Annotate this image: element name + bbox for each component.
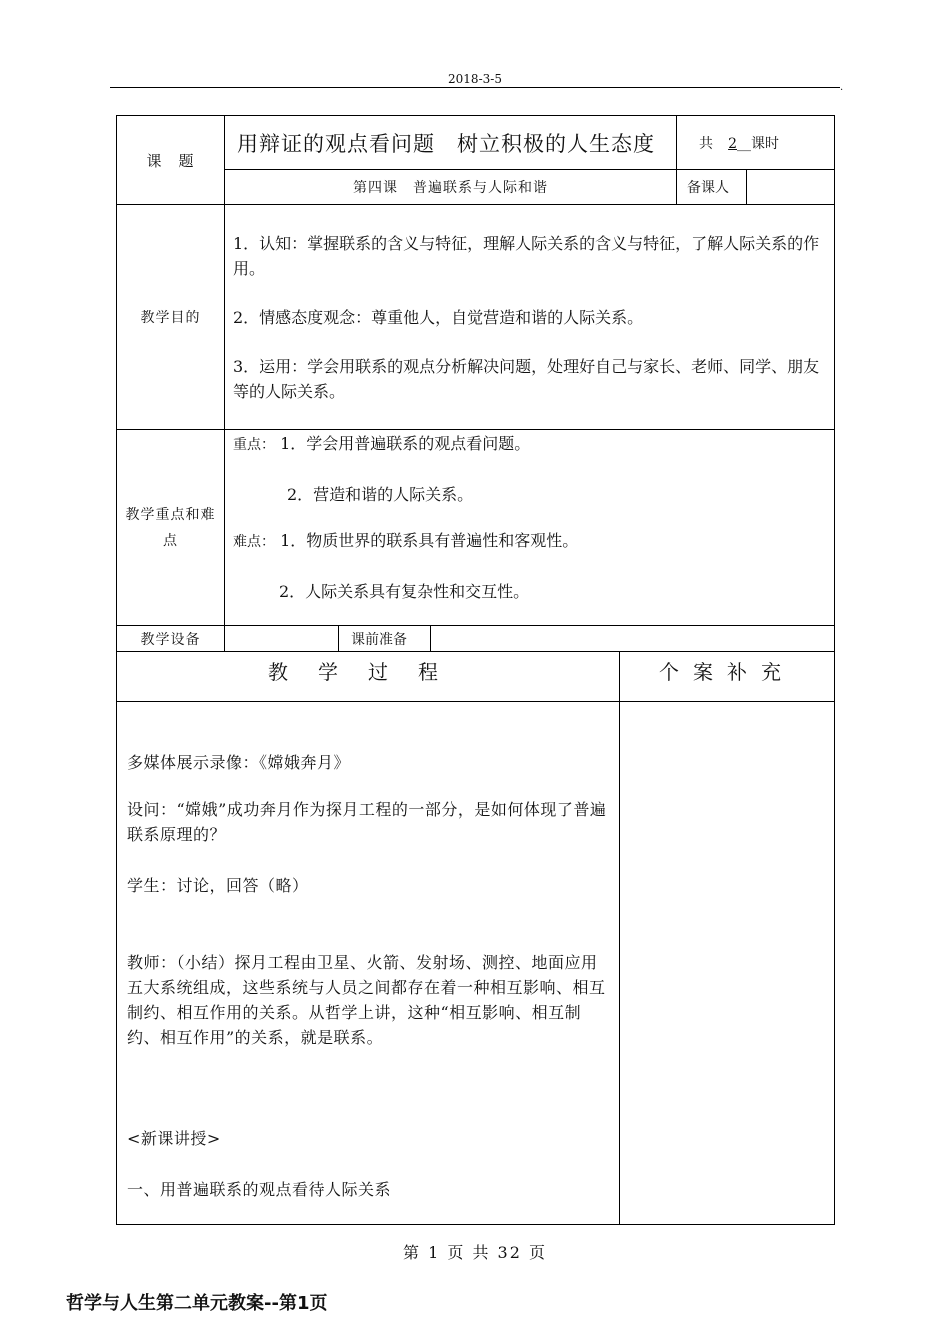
difficult-label: 难点： [233,534,275,550]
header-rule [110,87,840,88]
difficult-point: 1．物质世界的联系具有普遍性和客观性。 [280,531,579,550]
process-paragraph: 一、用普遍联系的观点看待人际关系 [127,1180,392,1199]
process-heading: 教学过程 [117,652,620,702]
header-dot: . [840,82,844,93]
preparation-value [431,626,835,652]
objective-item: 1．认知：掌握联系的含义与特征，理解人际关系的含义与特征，了解人际关系的作用。 [233,234,820,278]
preparation-label: 课前准备 [339,626,431,652]
lesson-subtitle: 第四课 普遍联系与人际和谐 [225,170,677,205]
keypoints-label: 教学重点和难点 [117,430,225,626]
key-point: 1．学会用普遍联系的观点看问题。 [280,434,531,453]
objective-item: 2．情感态度观念：尊重他人，自觉营造和谐的人际关系。 [233,308,644,327]
keypoints-cell [225,430,835,626]
total-hours: 共 2__课时 [677,116,835,170]
process-paragraph: 教师：（小结）探月工程由卫星、火箭、发射场、测控、地面应用五大系统组成，这些系统与人员之间都存在着一种相互影响、相互制约、相互作用的关系。从哲学上讲，这种“相互影响、相互制约、相互作用”的关系，就是联系。 [127,953,606,1047]
preparer-value [747,170,835,205]
difficult-point: 2．人际关系具有复杂性和交互性。 [279,582,530,601]
objective-item: 3．运用：学会用联系的观点分析解决问题，处理好自己与家长、老师、同学、朋友等的人际关系。 [233,357,820,401]
objectives-cell [225,205,835,430]
key-label: 重点： [233,437,275,453]
equipment-label: 教学设备 [117,626,225,652]
total-suffix: 课时 [751,135,779,152]
objectives-label: 教学目的 [117,205,225,430]
lesson-title: 用辩证的观点看问题 树立积极的人生态度 [225,116,677,170]
process-paragraph: <新课讲授> [127,1129,221,1148]
total-hours-value: 2 [728,135,737,152]
supplement-heading: 个案补充 [620,652,835,702]
header-date: 2018-3-5 [448,72,502,86]
equipment-value [225,626,339,652]
process-paragraph: 多媒体展示录像：《嫦娥奔月》 [127,753,351,772]
page-number: 第 1 页 共 32 页 [403,1243,547,1262]
process-cell [117,702,620,1225]
total-prefix: 共 [699,135,713,152]
preparer-label: 备课人 [677,170,747,205]
topic-label: 课 题 [117,116,225,205]
process-paragraph: 设问：“嫦娥”成功奔月作为探月工程的一部分，是如何体现了普遍联系原理的？ [127,800,607,844]
lesson-plan-table [116,115,835,1225]
footer-title: 哲学与人生第二单元教案--第1页 [66,1293,328,1314]
process-paragraph: 学生：讨论，回答（略） [127,876,309,895]
key-point: 2．营造和谐的人际关系。 [287,485,474,504]
supplement-cell [620,702,835,1225]
